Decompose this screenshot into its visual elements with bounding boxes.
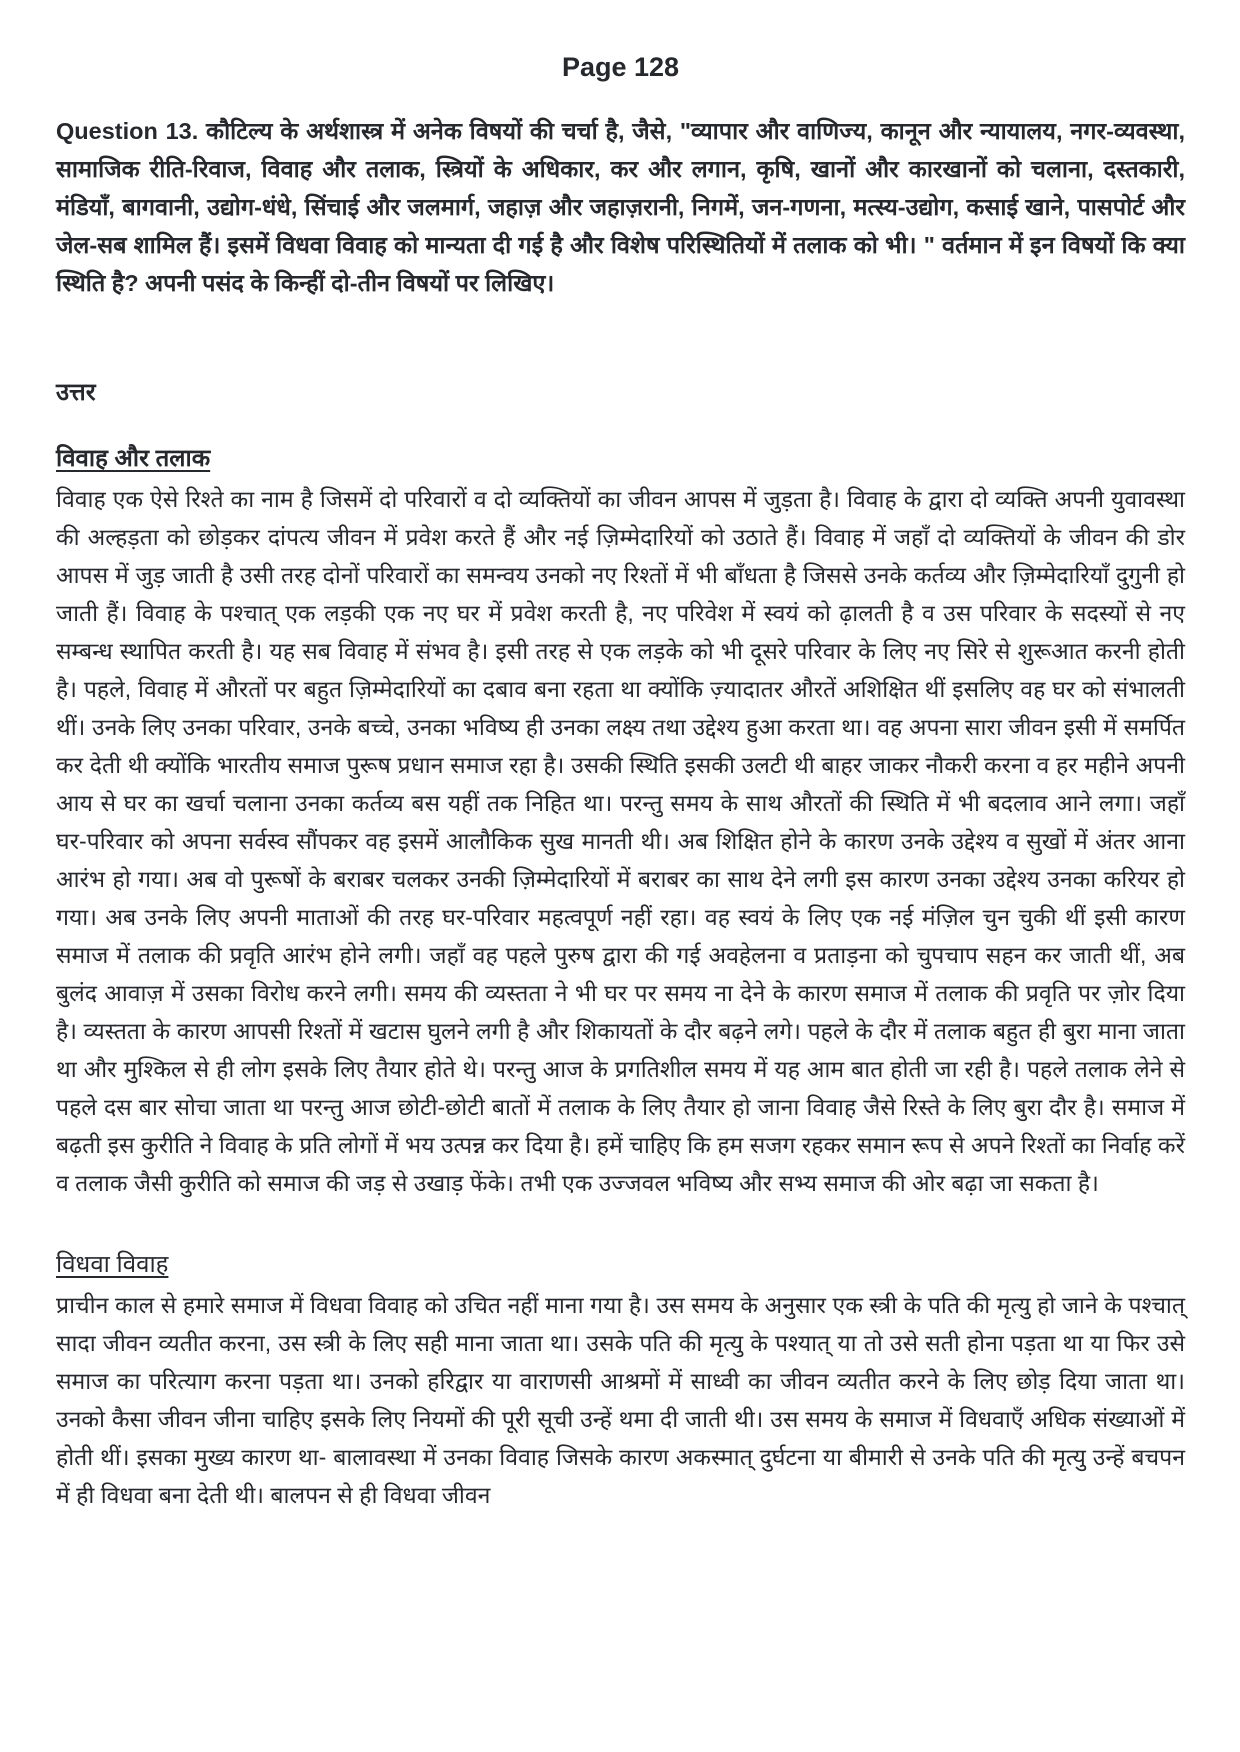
section-heading-marriage-divorce: विवाह और तलाक: [56, 445, 211, 472]
question-paragraph: [56, 112, 1185, 302]
question-text: कौटिल्य के अर्थशास्त्र में अनेक विषयों की चर्चा है, जैसे, "व्यापार और वाणिज्य, कानून और न्यायालय, नगर-व्यवस्था, सामाजिक रीति-रिवाज, विवाह और तलाक, स्त्रियों के अधिकार, कर और लगान, कृषि, खानों और कारखानों को चलाना, दस्तकारी, मंडियाँ, बागवानी, उद्योग-धंधे, सिंचाई और जलमार्ग, जहाज़ और जहाज़रानी, निगमें, जन-गणना, मत्स्य-उद्योग, कसाई खाने, पासपोर्ट और जेल-सब शामिल हैं। इसमें विधवा विवाह को मान्यता दी गई है और विशेष परिस्थितियों में तलाक को भी। " वर्तमान में इन विषयों कि क्या स्थिति है? अपनी पसंद के किन्हीं दो-तीन विषयों पर लिखिए।: [56, 118, 1185, 296]
section-body-marriage-divorce: विवाह एक ऐसे रिश्ते का नाम है जिसमें दो परिवारों व दो व्यक्तियों का जीवन आपस में जुड़ता है। विवाह के द्वारा दो व्यक्ति अपनी युवावस्था की अल्हड़ता को छोड़कर दांपत्य जीवन में प्रवेश करते हैं और नई ज़िम्मेदारियों को उठाते हैं। विवाह में जहाँ दो व्यक्तियों के जीवन की डोर आपस में जुड़ जाती है उसी तरह दोनों परिवारों का समन्वय उनको नए रिश्तों में भी बाँधता है जिससे उनके कर्तव्य और ज़िम्मेदारियाँ दुगुनी हो जाती हैं। विवाह के पश्चात् एक लड़की एक नए घर में प्रवेश करती है, नए परिवेश में स्वयं को ढ़ालती है व उस परिवार के सदस्यों से नए सम्बन्ध स्थापित करती है। यह सब विवाह में संभव है। इसी तरह से एक लड़के को भी दूसरे परिवार के लिए नए सिरे से शुरूआत करनी होती है। पहले, विवाह में औरतों पर बहुत ज़िम्मेदारियों का दबाव बना रहता था क्योंकि ज़्यादातर औरतें अशिक्षित थीं इसलिए वह घर को संभालती थीं। उनके लिए उनका परिवार, उनके बच्चे, उनका भविष्य ही उनका लक्ष्य तथा उद्देश्य हुआ करता था। वह अपना सारा जीवन इसी में समर्पित कर देती थी क्योंकि भारतीय समाज पुरूष प्रधान समाज रहा है। उसकी स्थिति इसकी उलटी थी बाहर जाकर नौकरी करना व हर महीने अपनी आय से घर का खर्चा चलाना उनका कर्तव्य बस यहीं तक निहित था। परन्तु समय के साथ औरतों की स्थिति में भी बदलाव आने लगा। जहाँ घर-परिवार को अपना सर्वस्व सौंपकर वह इसमें आलौकिक सुख मानती थी। अब शिक्षित होने के कारण उनके उद्देश्य व सुखों में अंतर आना आरंभ हो गया। अब वो पुरूषों के बराबर चलकर उनकी ज़िम्मेदारियों में बराबर का साथ देने लगी इस कारण उनका उद्देश्य उनका करियर हो गया। अब उनके लिए अपनी माताओं की तरह घर-परिवार महत्वपूर्ण नहीं रहा। वह स्वयं के लिए एक नई मंज़िल चुन चुकी थीं इसी कारण समाज में तलाक की प्रवृति आरंभ होने लगी। जहाँ वह पहले पुरुष द्वारा की गई अवहेलना व प्रताड़ना को चुपचाप सहन कर जाती थीं, अब बुलंद आवाज़ में उसका विरोध करने लगी। समय की व्यस्तता ने भी घर पर समय ना देने के कारण समाज में तलाक की प्रवृति पर ज़ोर दिया है। व्यस्तता के कारण आपसी रिश्तों में खटास घुलने लगी है और शिकायतों के दौर बढ़ने लगे। पहले के दौर में तलाक बहुत ही बुरा माना जाता था और मुश्किल से ही लोग इसके लिए तैयार होते थे। परन्तु आज के प्रगतिशील समय में यह आम बात होती जा रही है। पहले तलाक लेने से पहले दस बार सोचा जाता था परन्तु आज छोटी-छोटी बातों में तलाक के लिए तैयार हो जाना विवाह जैसे रिस्ते के लिए बुरा दौर है। समाज में बढ़ती इस कुरीति ने विवाह के प्रति लोगों में भय उत्पन्न कर दिया है। हमें चाहिए कि हम सजग रहकर समान रूप से अपने रिश्तों का निर्वाह करें व तलाक जैसी कुरीति को समाज की जड़ से उखाड़ फेंके। तभी एक उज्जवल भविष्य और सभ्य समाज की ओर बढ़ा जा सकता है।: [56, 486, 1186, 1196]
section-heading-widow-marriage: विधवा विवाह: [56, 1251, 169, 1278]
section-body-widow-marriage: प्राचीन काल से हमारे समाज में विधवा विवाह को उचित नहीं माना गया है। उस समय के अनुसार एक स्त्री के पति की मृत्यु हो जाने के पश्चात् सादा जीवन व्यतीत करना, उस स्त्री के लिए सही माना जाता था। उसके पति की मृत्यु के पश्यात् या तो उसे सती होना पड़ता था या फिर उसे समाज का परित्याग करना पड़ता था। उनको हरिद्वार या वाराणसी आश्रमों में साध्वी का जीवन व्यतीत करने के लिए छोड़ दिया जाता था। उनको कैसा जीवन जीना चाहिए इसके लिए नियमों की पूरी सूची उन्हें थमा दी जाती थी। उस समय के समाज में विधवाएँ अधिक संख्याओं में होती थीं। इसका मुख्य कारण था- बालावस्था में उनका विवाह जिसके कारण अकस्मात् दुर्घटना या बीमारी से उनके पति की मृत्यु उन्हें बचपन में ही विधवा बना देती थी। बालपन से ही विधवा जीवन: [56, 1292, 1185, 1508]
question-label: Question 13.: [56, 118, 199, 144]
page-title: Page 128: [561, 52, 680, 82]
answer-label: उत्तर: [56, 379, 96, 406]
